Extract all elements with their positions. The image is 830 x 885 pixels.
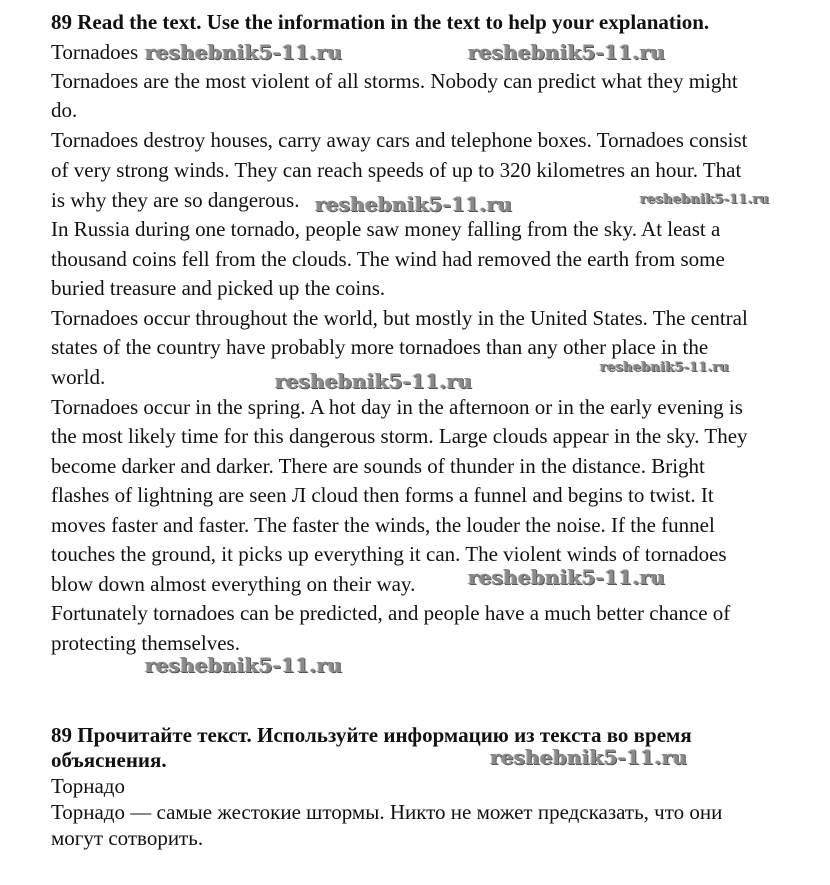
text-line: buried treasure and picked up the coins. bbox=[51, 276, 386, 300]
text-line: do. bbox=[51, 98, 78, 122]
watermark: reshebnik5-11.ru bbox=[468, 565, 666, 589]
text-line: world. bbox=[51, 365, 106, 389]
text-line: of very strong winds. They can reach speeds of up to 320 kilometres an hour. That bbox=[51, 158, 742, 182]
watermark: reshebnik5-11.ru bbox=[468, 40, 666, 64]
text-line: Tornadoes occur in the spring. A hot day in the afternoon or in the early evening is bbox=[51, 395, 743, 419]
text-line: protecting themselves. bbox=[51, 631, 240, 655]
text-line-ru: Торнадо — самые жестокие штормы. Никто не может предсказать, что они bbox=[51, 800, 723, 824]
watermark: reshebnik5-11.ru bbox=[145, 40, 343, 64]
text-line-ru: могут сотворить. bbox=[51, 826, 204, 850]
watermark: reshebnik5-11.ru bbox=[600, 360, 730, 375]
text-title-ru: Торнадо bbox=[51, 774, 125, 798]
text-line: flashes of lightning are seen Л cloud then forms a funnel and begins to twist. It bbox=[51, 483, 714, 507]
exercise-heading-ru: 89 Прочитайте текст. Используйте информацию из текста во время bbox=[51, 723, 692, 747]
text-line: touches the ground, it picks up everything it can. The violent winds of tornadoes bbox=[51, 542, 727, 566]
watermark: reshebnik5-11.ru bbox=[640, 192, 770, 207]
text-line: states of the country have probably more tornadoes than any other place in the bbox=[51, 335, 709, 359]
watermark: reshebnik5-11.ru bbox=[275, 369, 473, 393]
text-line: Tornadoes are the most violent of all storms. Nobody can predict what they might bbox=[51, 69, 738, 93]
exercise-heading: 89 Read the text. Use the information in the text to help your explanation. bbox=[51, 10, 710, 34]
text-line: is why they are so dangerous. bbox=[51, 188, 300, 212]
text-line: Tornadoes occur throughout the world, but mostly in the United States. The central bbox=[51, 306, 748, 330]
text-line: Fortunately tornadoes can be predicted, and people have a much better chance of bbox=[51, 601, 731, 625]
text-line: thousand coins fell from the clouds. The wind had removed the earth from some bbox=[51, 247, 725, 271]
text-line: In Russia during one tornado, people saw money falling from the sky. At least a bbox=[51, 217, 721, 241]
exercise-heading-ru-cont: объяснения. bbox=[51, 748, 167, 772]
text-title: Tornadoes bbox=[51, 40, 139, 64]
watermark: reshebnik5-11.ru bbox=[315, 192, 513, 216]
text-line: the most likely time for this dangerous storm. Large clouds appear in the sky. They bbox=[51, 424, 748, 448]
watermark: reshebnik5-11.ru bbox=[145, 653, 343, 677]
text-line: Tornadoes destroy houses, carry away cars and telephone boxes. Tornadoes consist bbox=[51, 128, 748, 152]
watermark: reshebnik5-11.ru bbox=[490, 745, 688, 769]
text-line: become darker and darker. There are sounds of thunder in the distance. Bright bbox=[51, 454, 705, 478]
text-line: moves faster and faster. The faster the winds, the louder the noise. If the funnel bbox=[51, 513, 715, 537]
text-line: blow down almost everything on their way. bbox=[51, 572, 416, 596]
